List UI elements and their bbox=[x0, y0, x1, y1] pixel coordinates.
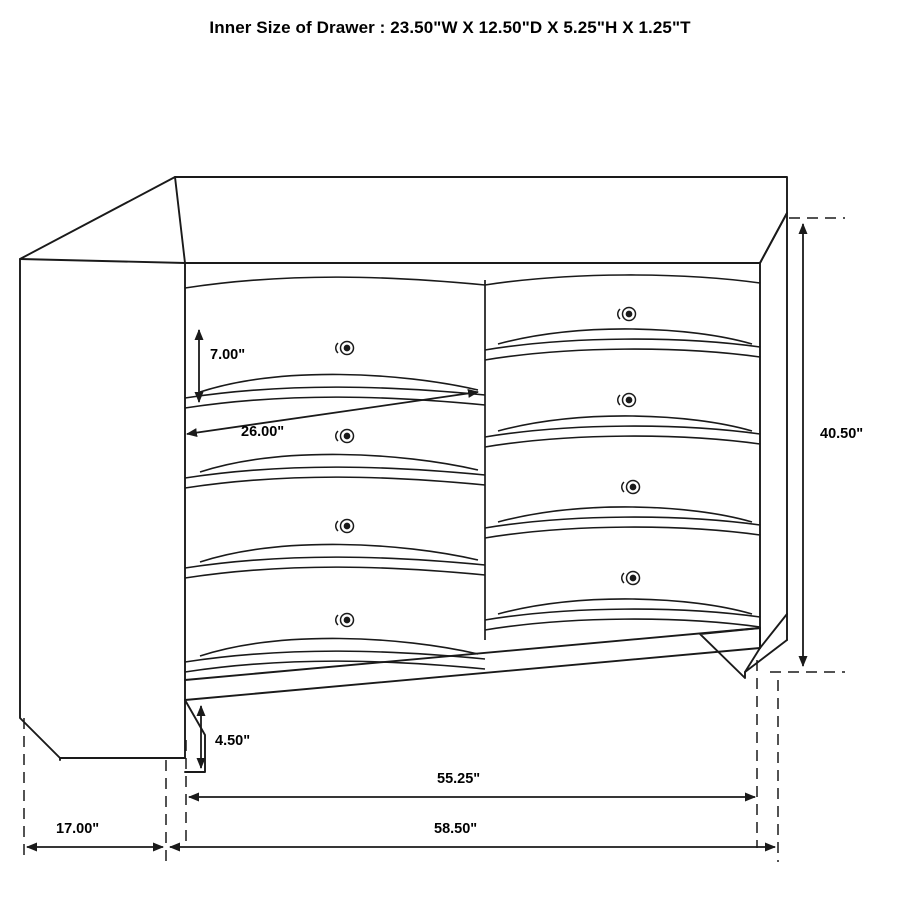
dimension-drawer-height: 7.00" bbox=[210, 347, 246, 363]
dimension-depth: 17.00" bbox=[56, 821, 100, 837]
drawer-fronts-left bbox=[185, 277, 485, 672]
dimension-overall-height: 40.50" bbox=[820, 426, 864, 442]
dimension-case-width: 55.25" bbox=[437, 771, 481, 787]
drawer-knob-icon bbox=[336, 308, 640, 627]
page-title: Inner Size of Drawer : 23.50"W X 12.50"D X 5.25"H X 1.25"T bbox=[209, 18, 691, 37]
cabinet-outline bbox=[20, 177, 787, 772]
dimension-drawer-width: 26.00" bbox=[241, 424, 285, 440]
dimension-arrow-icon bbox=[27, 224, 803, 847]
dimension-overall-width: 58.50" bbox=[434, 821, 478, 837]
drawer-fronts-right bbox=[485, 275, 760, 630]
dimension-leg-clearance: 4.50" bbox=[215, 733, 251, 749]
extension-lines bbox=[24, 218, 845, 862]
